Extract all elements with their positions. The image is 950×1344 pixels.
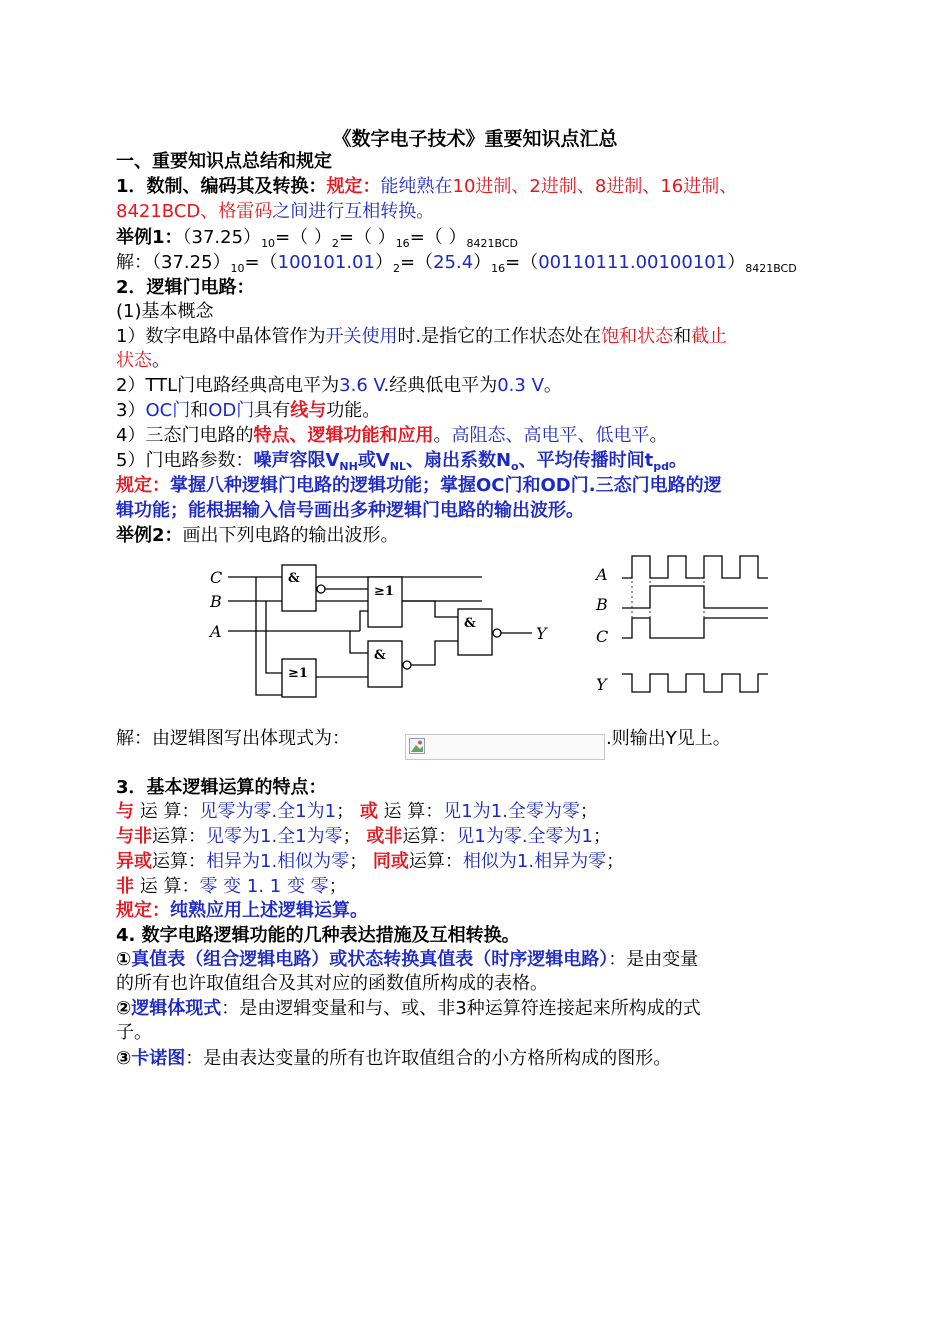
a-label: 解： (116, 252, 152, 273)
t: 同或 (372, 851, 409, 872)
wire-a-or1 (360, 611, 368, 631)
t: 运 算： (134, 801, 200, 822)
s2-p1-cont (116, 349, 170, 373)
a-part: =（ (244, 252, 278, 273)
q-part: =（ ） (409, 227, 467, 248)
t: 饱和状态 (601, 326, 674, 347)
s4-item3 (116, 1047, 671, 1071)
wave-c (622, 618, 768, 638)
s3-heading: 3．基本逻辑运算的特点： (116, 777, 327, 798)
t: 卡诺图 (131, 1048, 186, 1069)
t: 见零为1.全1为零 (206, 826, 343, 847)
t: ； (349, 851, 368, 872)
t: 真值表（组合逻辑电路）或状态转换真值表（时序逻辑电路） (131, 949, 609, 970)
s1-rule-red2: 8421BCD、格雷码 (116, 201, 273, 222)
t: NL (389, 460, 406, 473)
t: 。 (543, 375, 562, 396)
t: 见零为零.全1为1 (199, 801, 337, 822)
t: 零 变 1. 1 变 零 (199, 876, 329, 897)
or-gate-2-label: ≥1 (288, 666, 308, 681)
t: 截止 (691, 326, 728, 347)
s1-rule-label: 规定： (326, 176, 381, 197)
a-part: （37.25） (152, 252, 231, 273)
s2-heading: 2．逻辑门电路： (116, 277, 255, 298)
t: 1）数字电路中晶体管作为 (116, 326, 326, 347)
a-bcd: 00110111.00100101 (538, 252, 728, 273)
t: 与 (116, 801, 134, 822)
t: 噪声容限V (253, 450, 340, 471)
s3-row2 (116, 825, 611, 849)
t: 开关使用 (325, 326, 398, 347)
t: 状态 (116, 350, 152, 371)
t: ② (116, 998, 132, 1019)
and-gate-final-bubble (493, 629, 501, 637)
t: 相异为1.相似为零 (206, 851, 350, 872)
t: ； (579, 801, 598, 822)
t: ； (606, 851, 625, 872)
a-sub: 2 (392, 262, 400, 275)
or-gate-1-label: ≥1 (374, 584, 394, 599)
section1-heading: 一、重要知识点总结和规定 (116, 151, 332, 172)
t: 规定： (116, 475, 170, 496)
q-part: （37.25） (182, 227, 262, 248)
t: 或非 (366, 826, 403, 847)
and-gate-2-bubble (403, 661, 411, 669)
t: 与非 (116, 826, 152, 847)
wire-a-and2 (350, 631, 368, 653)
t: 3） (116, 400, 146, 421)
s2-rule-cont: 辑功能；能根据输入信号画出多种逻辑门电路的输出波形。 (116, 500, 584, 521)
t: 运算： (402, 826, 457, 847)
example2-line (116, 524, 399, 548)
t: ：是由逻辑变量和与、或、非3种运算符连接起来所构成的式 (221, 998, 701, 1019)
s1-heading: 1．数制、编码其及转换： (116, 176, 327, 197)
t: 运算： (152, 851, 206, 872)
t: ； (593, 826, 612, 847)
t: o (511, 460, 519, 473)
s3-row4 (116, 875, 347, 899)
t: 见1为零.全零为1 (456, 826, 594, 847)
t: 运算： (408, 851, 463, 872)
a-sub: 8421BCD (745, 262, 797, 275)
wave-b (622, 586, 768, 608)
a-sub: 10 (230, 262, 245, 275)
t: 逻辑体现式 (131, 998, 222, 1019)
wire-b-or2 (266, 601, 282, 673)
t: 见1为1.全零为零 (443, 801, 580, 822)
s1-rule-text2: 之间进行互相转换。 (272, 201, 435, 222)
example2-text: 画出下列电路的输出波形。 (182, 525, 399, 546)
s4-item2 (116, 997, 701, 1021)
t: 非 (116, 876, 134, 897)
t: .经典低电平为 (383, 375, 498, 396)
s4-heading: 4. 数字电路逻辑功能的几种表达措施及互相转换。 (116, 925, 520, 946)
s2-basic: (1)基本概念 (116, 301, 214, 322)
t: NH (339, 460, 358, 473)
t: 或V (357, 450, 390, 471)
s3-row3 (116, 850, 624, 874)
example2-label: 举例2： (116, 525, 183, 546)
q-sub: 2 (331, 237, 339, 250)
t: 纯熟应用上述逻辑运算。 (170, 900, 368, 921)
wave-y (622, 674, 768, 692)
wave-label-y: Y (596, 675, 607, 694)
wire-and2-out (411, 641, 458, 665)
t: OC门 (145, 400, 191, 421)
t: OD门 (208, 400, 255, 421)
q-part: =（ ） (338, 227, 396, 248)
t: 4）三态门电路的 (116, 425, 254, 446)
t: ：是由变量 (608, 949, 699, 970)
and-gate-1-bubble (317, 585, 325, 593)
t: ； (342, 826, 361, 847)
s1-line (116, 175, 737, 199)
s4-item2-cont: 子。 (116, 1022, 152, 1043)
s2-p3 (116, 399, 380, 423)
t: 异或 (116, 851, 152, 872)
input-label-b: B (210, 592, 222, 611)
logic-circuit-diagram (200, 555, 560, 705)
t: 运 算： (377, 801, 444, 822)
s2-p4 (116, 424, 667, 448)
a-sub: 16 (491, 262, 506, 275)
t: 、平均传播时间t (518, 450, 654, 471)
t: 线与 (290, 400, 327, 421)
t: 高阻态、高电平、低电平 (451, 425, 650, 446)
t: 、扇出系数N (405, 450, 512, 471)
broken-image-icon (409, 738, 425, 754)
t: 。 (152, 350, 170, 371)
wire-c-or2 (256, 577, 282, 695)
a-part: =（ (399, 252, 434, 273)
q-sub: 8421BCD (466, 237, 518, 250)
output-label-y: Y (536, 624, 547, 643)
t: ① (116, 949, 132, 970)
example2-solution-a: 解：由逻辑图写出体现式为： (116, 728, 350, 749)
a-part: ） (374, 252, 393, 273)
q-sub: 10 (261, 237, 276, 250)
t: 。 (668, 450, 687, 471)
and-gate-2-label: & (374, 648, 386, 663)
t: ； (328, 876, 347, 897)
q-part: =（ ） (275, 227, 332, 248)
wave-label-c: C (596, 627, 609, 646)
t: pd (653, 460, 669, 473)
s3-rule (116, 899, 368, 923)
t: 规定： (116, 900, 170, 921)
a-hex: 25.4 (433, 252, 474, 273)
wave-label-a: A (596, 565, 608, 584)
t: 具有 (254, 400, 291, 421)
wave-label-b: B (596, 595, 608, 614)
t: 特点、逻辑功能和应用 (253, 425, 434, 446)
t: ③ (116, 1048, 132, 1069)
t: 掌握八种逻辑门电路的逻辑功能；掌握OC门和OD门.三态门电路的逻 (170, 475, 722, 496)
t: 和 (673, 326, 692, 347)
t: 和 (190, 400, 209, 421)
t: 。 (649, 425, 668, 446)
example2-solution-b: .则输出Y见上。 (606, 728, 731, 749)
t: 运 算： (134, 876, 200, 897)
s2-p2 (116, 374, 562, 398)
a-part: ） (473, 252, 492, 273)
example1-label: 举例1： (116, 227, 183, 248)
t: ：是由表达变量的所有也许取值组合的小方格所构成的图形。 (185, 1048, 672, 1069)
and-gate-final-label: & (464, 616, 476, 631)
input-label-a: A (210, 622, 222, 641)
s4-item1 (116, 948, 698, 972)
a-binary: 100101.01 (277, 252, 375, 273)
and-gate-1-label: & (288, 571, 300, 586)
t: 5）门电路参数： (116, 450, 254, 471)
a-part: =（ (505, 252, 539, 273)
s1-line2 (116, 200, 434, 224)
t: 功能。 (326, 400, 381, 421)
page-title: 《数字电子技术》重要知识点汇总 (332, 128, 618, 150)
waveform-diagram (590, 548, 790, 708)
t: ； (336, 801, 355, 822)
t: 2）TTL门电路经典高电平为 (116, 375, 340, 396)
a-part: ） (727, 252, 746, 273)
t: 相似为1.相异为零 (462, 851, 607, 872)
formula-image-placeholder (405, 734, 605, 760)
t: 或 (359, 801, 378, 822)
wave-a (622, 556, 768, 578)
s4-item1-cont: 的所有也许取值组合及其对应的函数值所构成的表格。 (116, 973, 548, 994)
t: 时.是指它的工作状态处在 (397, 326, 602, 347)
t: 运算： (152, 826, 206, 847)
s1-rule-text1: 能纯熟在 (380, 176, 453, 197)
wire-or1-out (402, 601, 458, 617)
s2-p1 (116, 325, 727, 349)
t: 0.3 V (497, 375, 544, 396)
s3-row1 (116, 800, 598, 824)
input-label-c: C (210, 568, 223, 587)
t: 。 (433, 425, 452, 446)
s1-rule-red1: 10进制、2进制、8进制、16进制、 (452, 176, 738, 197)
t: 3.6 V (339, 375, 384, 396)
s2-rule (116, 474, 722, 498)
q-sub: 16 (395, 237, 410, 250)
